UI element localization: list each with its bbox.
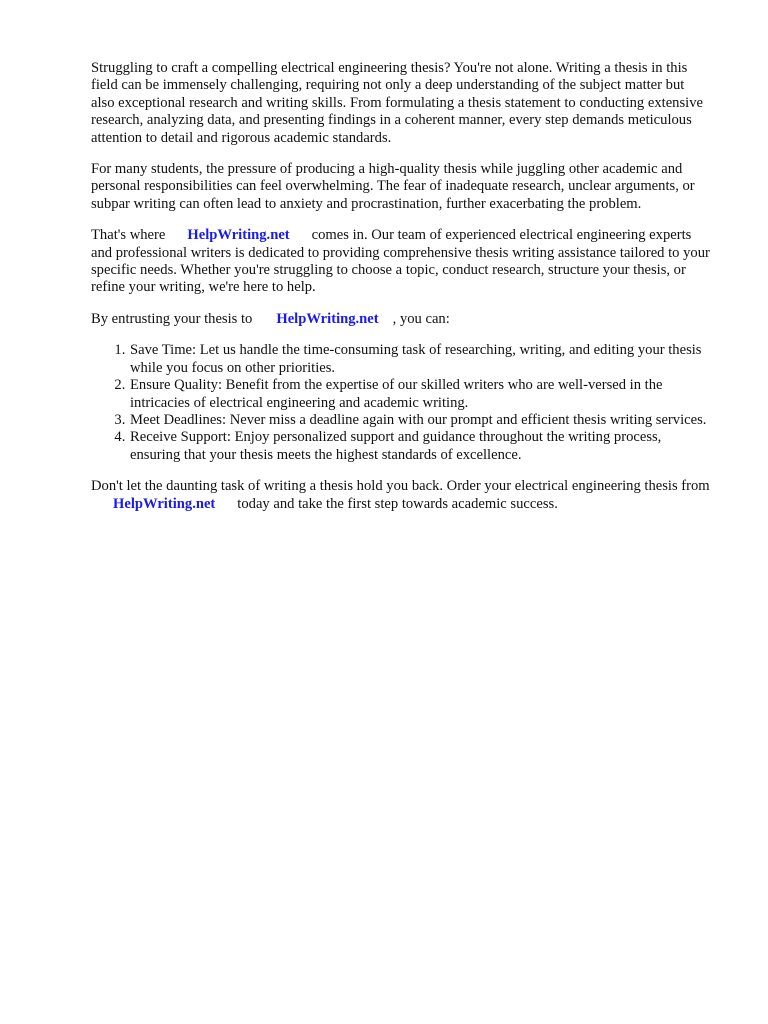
entrust-paragraph-tail: , you can:: [392, 310, 450, 327]
service-paragraph: [91, 227, 711, 297]
intro-paragraph: Struggling to craft a compelling electrical engineering thesis? You're not alone. Writing a thesis in this field can be immensely challenging, requiring not only a deep understanding of the subject matter but also exceptional research and writing skills. From formulating a thesis statement to conducting extensive research, analyzing data, and presenting findings in a coherent manner, every step demands meticulous attention to detail and rigorous academic standards.: [91, 60, 703, 146]
pressure-paragraph: For many students, the pressure of producing a high-quality thesis while juggling other academic and personal responsibilities can feel overwhelming. The fear of inadequate research, unclear arguments, or subpar writing can often lead to anxiety and procrastination, further exacerbating the problem.: [91, 161, 695, 212]
helpwriting-link[interactable]: HelpWriting.net: [187, 227, 290, 244]
list-item: 2. Ensure Quality: Benefit from the expertise of our skilled writers who are well-versed in the intricacies of electrical engineering and academic writing.: [129, 377, 711, 412]
entrust-paragraph: [91, 311, 711, 328]
closing-paragraph-tail: today and take the first step towards academic success.: [237, 495, 558, 512]
list-item: 4. Receive Support: Enjoy personalized support and guidance throughout the writing process, ensuring that your thesis meets the highest standards of excellence.: [129, 429, 711, 464]
helpwriting-link[interactable]: HelpWriting.net: [113, 495, 216, 512]
document-page: [91, 60, 711, 527]
entrust-paragraph-lead: By entrusting your thesis to: [91, 310, 253, 327]
service-paragraph-body: comes in. Our team of experienced electrical engineering experts and professional writers is dedicated to providing comprehensive thesis writing assistance tailored to your specific needs. Whether you're struggling to choose a topic, conduct research, structure your thesis, or refine your writing, we're here to help.: [91, 227, 710, 296]
closing-paragraph-lead: Don't let the daunting task of writing a thesis hold you back. Order your electrical engineering thesis from: [91, 478, 710, 495]
benefits-list: [91, 342, 711, 464]
list-item: 3. Meet Deadlines: Never miss a deadline again with our prompt and efficient thesis writing services.: [129, 412, 711, 429]
service-paragraph-lead: That's where: [91, 227, 166, 244]
list-item: 1. Save Time: Let us handle the time-consuming task of researching, writing, and editing your thesis while you focus on other priorities.: [129, 342, 711, 377]
closing-paragraph: [91, 478, 711, 513]
helpwriting-link[interactable]: HelpWriting.net: [276, 310, 379, 327]
